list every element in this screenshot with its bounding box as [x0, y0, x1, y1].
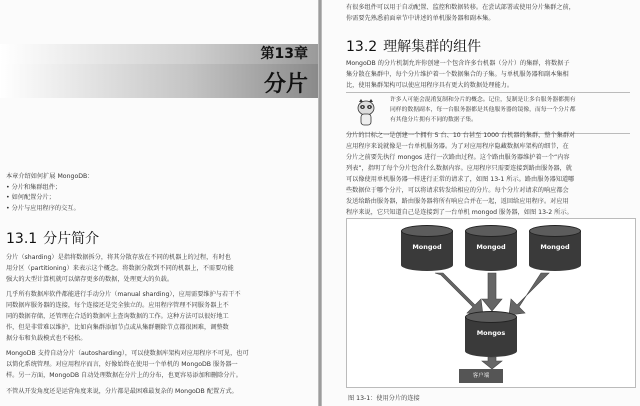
text-line: 分片的目标之一是创建一个拥有 5 台、10 台甚至 1000 台机器的集群，整个集群对 — [346, 132, 576, 139]
text-line: 分片之前要先执行 mongos 进行一次路由过程。这个路由服务器维护着一个“内容 — [346, 154, 570, 161]
router-label: Mongos — [476, 329, 506, 337]
section-title: 分片简介 — [43, 231, 100, 247]
mongos-router — [465, 311, 517, 357]
figure-caption: 图 13-1：使用分片的连接 — [348, 395, 420, 402]
paragraph — [346, 2, 636, 24]
text-line: MongoDB 支持自动分片（autosharding），可以使数据库架构对应用程序不可见，也可 — [6, 350, 249, 357]
note-box — [346, 92, 630, 134]
text-line: 作，但是非常难以维护，比如向集群添加节点或从集群删除节点都很困难，调整数 — [6, 324, 229, 331]
paragraph — [6, 289, 312, 344]
section-heading-13-2 — [346, 36, 481, 56]
connection-arrows — [347, 219, 637, 389]
text-line: 许多人可能会混淆复制和分片的概念。记住，复制是让多台服务器都拥有 — [390, 97, 576, 103]
paragraph — [6, 252, 312, 285]
text-line: MongoDB 的分片机制允许你创建一个包含许多台机器（分片）的集群，将数据子 — [346, 60, 570, 67]
intro-lead: 本章介绍如何扩展 MongoDB： — [6, 173, 94, 180]
text-line: 比，使用集群架构可以使应用程序具有更大的数据处理能力。 — [346, 82, 514, 89]
right-page — [322, 0, 640, 406]
text-line: 同的数据存储，还管理在合适的数据库上查询数据的工作。这种方法可以很好地工 — [6, 313, 229, 320]
text-line: 发送给路由服务器，路由服务器将所有响应合并在一起，返回给应用程序。对应用 — [346, 198, 569, 205]
paragraph — [346, 58, 636, 91]
section-number: 13.2 — [346, 39, 378, 55]
text-line: 据分布和负载模式也不轻松。 — [6, 335, 87, 342]
section-number: 13.1 — [6, 231, 38, 247]
text-line: 有其他分片拥有不同的数据子集。 — [390, 117, 477, 123]
text-line: 样。另一方面，MongoDB 自动处理数据在分片上的分布，也更容易添加和删除分片。 — [6, 372, 242, 379]
chapter-intro — [6, 172, 306, 214]
paragraph — [6, 348, 312, 381]
text-line: 你需要先熟悉前面章节中讲述的单机服务器和副本集。 — [346, 15, 495, 22]
text-line: 同样的数据副本，每一台服务器都是其他服务器的镜像，而每一个分片都 — [390, 107, 576, 113]
paragraph — [346, 130, 636, 218]
chapter-number: 第13章 — [260, 46, 308, 62]
text-line: 可以像使用单机服务器一样进行正常的请求了，如图 13-1 所示。路由服务器知道哪 — [346, 176, 575, 183]
sharding-diagram — [346, 218, 636, 388]
text-line: 用分区（partitioning）来表示这个概念。将数据分散到不同的机器上，不需要功能 — [6, 265, 234, 272]
text-line: 强大的大型计算机就可以储存更多的数据，处理更大的负载。 — [6, 276, 174, 283]
intro-bullet: • 分片与应用程序的交互。 — [6, 204, 80, 212]
shard-label: Mongod — [476, 243, 506, 251]
text-line: 同数据库服务器的连接，每个连接还是完全独立的。应用程序管理不同服务器上不 — [6, 302, 229, 309]
raccoon-note-icon — [356, 99, 376, 127]
intro-bullet: • 如何配置分片； — [6, 194, 55, 201]
text-line: 应用程序来说就像是一台单机服务器。为了对应用程序隐藏数据库架构的细节，在 — [346, 143, 569, 150]
arrow-right — [509, 273, 549, 315]
chapter-title-band — [0, 64, 318, 98]
shard-label: Mongod — [412, 243, 442, 251]
chapter-number-band — [0, 44, 318, 64]
client-app: 客户端 — [459, 369, 503, 383]
text-line: 以简化系统管理。对应用程序而言，好像始终在使用一个单机的 MongoDB 服务器一 — [6, 361, 238, 368]
left-page — [0, 0, 318, 406]
shard-label: Mongod — [540, 243, 570, 251]
note-text — [390, 95, 626, 125]
text-line: 集分散在集群中，每个分片维护着一个数据集合的子集。与单机服务器和副本集相 — [346, 71, 569, 78]
intro-bullet: • 分片和集群组件； — [6, 183, 62, 191]
text-line: 不管从开发角度还是运营角度来说，分片都是最困难最复杂的 MongoDB 配置方式。 — [6, 388, 238, 395]
arrow-center — [482, 273, 502, 311]
paragraph — [6, 386, 312, 397]
arrow-left — [435, 273, 483, 315]
text-line: 分片（sharding）是指将数据拆分，将其分散存放在不同的机器上的过程，有时也 — [6, 254, 231, 261]
text-line: 有很多组件可以用于自动配置、监控和数据转移。在尝试部署或使用分片集群之前， — [346, 4, 575, 11]
section-heading-13-1 — [6, 228, 99, 248]
text-line: 几乎所有数据库软件都能进行手动分片（manual sharding），应用需要维护与若干不 — [6, 291, 241, 298]
arrow-down — [482, 357, 502, 369]
text-line: 列表”，指明了每个分片包含什么数据内容。应用程序只需要连接到路由服务器，就 — [346, 165, 572, 172]
text-line: 些数据位于哪个分片，可以将请求转发给相应的分片。每个分片对请求的响应都会 — [346, 187, 569, 194]
section-title: 理解集群的组件 — [383, 39, 482, 55]
chapter-title: 分片 — [263, 72, 308, 97]
text-line: 程序来说，它只知道自己是连接到了一台单机 mongod 服务器，如图 13-2 所示。 — [346, 209, 573, 216]
